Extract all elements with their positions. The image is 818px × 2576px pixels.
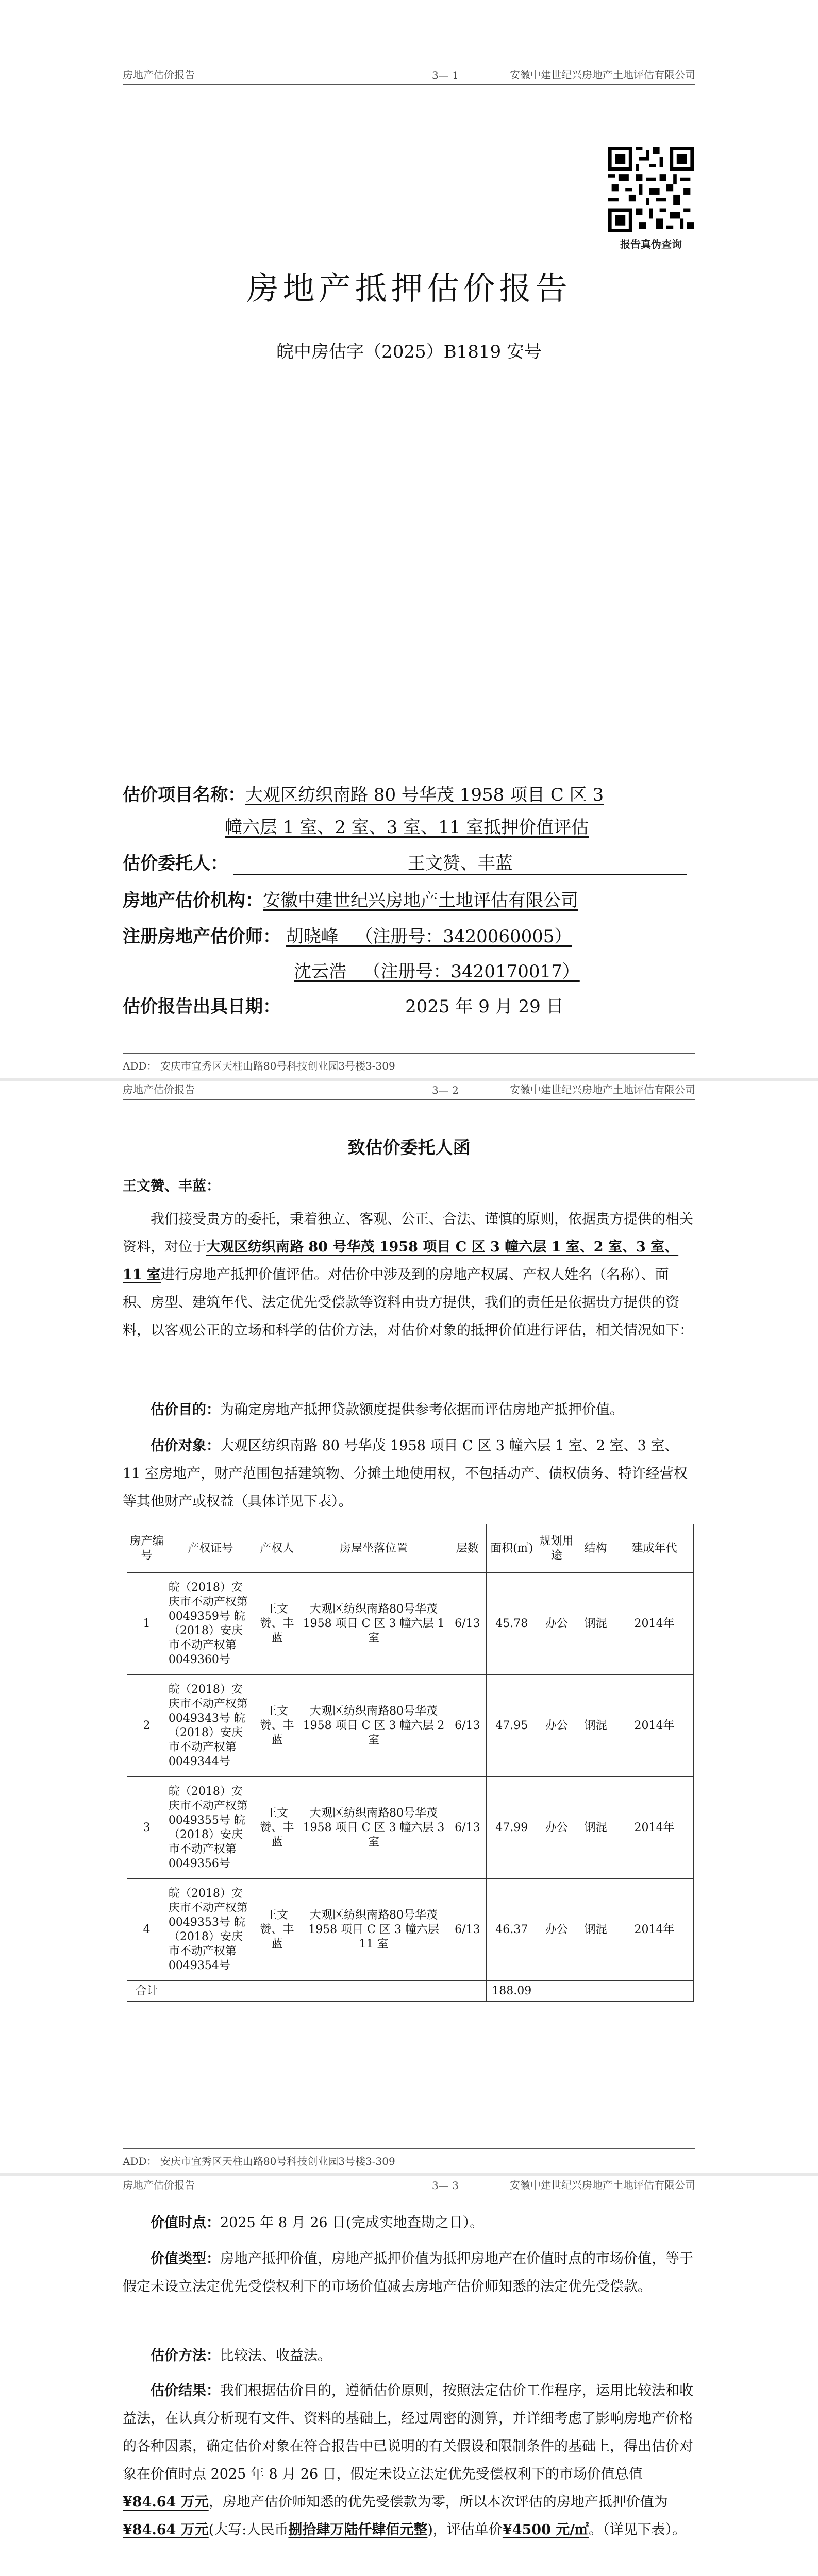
purpose-text: 为确定房地产抵押贷款额度提供参考依据而评估房地产抵押价值。 bbox=[220, 1402, 624, 1418]
col-header: 建成年代 bbox=[615, 1524, 694, 1573]
result-text-e: 。（详见下表）。 bbox=[589, 2522, 687, 2538]
letter-title: 致估价委托人函 bbox=[347, 1138, 471, 1158]
date-text: 2025 年 8 月 26 日(完成实地查勘之日）。 bbox=[220, 2215, 484, 2231]
col-header: 房产编号 bbox=[127, 1524, 166, 1573]
report-doc-number: 皖中房估字（2025）B1819 安号 bbox=[276, 342, 542, 362]
cover-value: 2025 年 9 月 29 日 bbox=[286, 992, 683, 1018]
cell-use: 办公 bbox=[537, 1777, 576, 1879]
col-header: 产权证号 bbox=[166, 1524, 255, 1573]
table-total-row bbox=[127, 1981, 694, 2002]
cover-label: 注册房地产估价师： bbox=[123, 926, 280, 947]
unit-price: ¥4500 元/㎡ bbox=[502, 2522, 589, 2538]
cell-no: 2 bbox=[127, 1675, 166, 1777]
cell-cert: 皖（2018）安庆市不动产权第0049343号 皖（2018）安庆市不动产权第0049344号 bbox=[166, 1675, 255, 1777]
cover-row-project bbox=[123, 781, 604, 806]
col-header: 结构 bbox=[576, 1524, 615, 1573]
cell-floors: 6/13 bbox=[448, 1573, 487, 1675]
cover-value: 幢六层 1 室、2 室、3 室、11 室抵押价值评估 bbox=[225, 817, 589, 838]
method-text: 比较法、收益法。 bbox=[220, 2348, 331, 2364]
cell-use: 办公 bbox=[537, 1573, 576, 1675]
cell-no: 3 bbox=[127, 1777, 166, 1879]
cell-owner: 王文赞、丰蓝 bbox=[255, 1573, 299, 1675]
cover-row-appraiser-2 bbox=[294, 957, 580, 982]
qr-caption: 报告真伪查询 bbox=[620, 238, 682, 250]
cell-location: 大观区纺织南路80号华茂 1958 项目 C 区 3 幢六层 3 室 bbox=[299, 1777, 448, 1879]
table-row bbox=[127, 1675, 694, 1777]
cell-empty bbox=[166, 1981, 255, 2002]
cell-empty bbox=[299, 1981, 448, 2002]
cell-structure: 钢混 bbox=[576, 1675, 615, 1777]
cell-floors: 6/13 bbox=[448, 1879, 487, 1981]
cell-empty bbox=[255, 1981, 299, 2002]
cell-location: 大观区纺织南路80号华茂 1958 项目 C 区 3 幢六层 1 室 bbox=[299, 1573, 448, 1675]
cover-row-agency bbox=[123, 886, 578, 911]
cell-use: 办公 bbox=[537, 1675, 576, 1777]
cell-cert: 皖（2018）安庆市不动产权第0049355号 皖（2018）安庆市不动产权第0049356号 bbox=[166, 1777, 255, 1879]
cover-page bbox=[0, 0, 818, 1079]
mortgage-value: ¥84.64 万元 bbox=[123, 2522, 209, 2538]
table-row bbox=[127, 1573, 694, 1675]
cell-empty bbox=[576, 1981, 615, 2002]
report-title: 房地产抵押估价报告 bbox=[246, 269, 572, 307]
col-header: 房屋坐落位置 bbox=[299, 1524, 448, 1573]
cover-row-client bbox=[123, 849, 687, 875]
result-label: 估价结果： bbox=[151, 2383, 220, 2399]
cell-total-area: 188.09 bbox=[487, 1981, 537, 2002]
footer-address: ADD： 安庆市宜秀区天柱山路80号科技创业园3号楼3-309 bbox=[123, 2155, 395, 2167]
cover-label: 房地产估价机构： bbox=[123, 890, 263, 911]
cover-row-appraiser-1 bbox=[123, 922, 572, 947]
cell-empty bbox=[537, 1981, 576, 2002]
page-header bbox=[123, 1081, 695, 1100]
value-in-words: 捌拾肆万陆仟肆佰元整 bbox=[288, 2522, 428, 2538]
intro-property: 大观区纺织南路 80 号华茂 1958 项目 C 区 3 幢六层 1 室、2 室、3 室、11 室 bbox=[123, 1239, 679, 1283]
cell-structure: 钢混 bbox=[576, 1573, 615, 1675]
footer-address: ADD： 安庆市宜秀区天柱山路80号科技创业园3号楼3-309 bbox=[123, 1060, 395, 1072]
qr-code-icon[interactable] bbox=[608, 147, 694, 232]
header-page-number: 3— 1 bbox=[432, 69, 459, 81]
cell-area: 46.37 bbox=[487, 1879, 537, 1981]
market-value: ¥84.64 万元 bbox=[123, 2494, 209, 2510]
intro-text: 我们接受贵方的委托，秉着独立、客观、公正、合法、谨慎的原则，依据贵方提供的相关资料，对位于 bbox=[123, 1211, 693, 1255]
header-company: 安徽中建世纪兴房地产土地评估有限公司 bbox=[510, 1083, 695, 1096]
cell-cert: 皖（2018）安庆市不动产权第0049353号 皖（2018）安庆市不动产权第0049354号 bbox=[166, 1879, 255, 1981]
page-footer bbox=[123, 1053, 695, 1073]
cell-owner: 王文赞、丰蓝 bbox=[255, 1777, 299, 1879]
result-text-b: ，房地产估价师知悉的优先受偿款为零，所以本次评估的房地产抵押价值为 bbox=[208, 2494, 668, 2510]
cell-use: 办公 bbox=[537, 1879, 576, 1981]
property-table bbox=[127, 1524, 694, 2002]
cell-floors: 6/13 bbox=[448, 1777, 487, 1879]
result-page bbox=[0, 2176, 818, 2576]
cover-row-date bbox=[123, 992, 683, 1018]
table-row bbox=[127, 1879, 694, 1981]
cover-value: 沈云浩 （注册号：3420170017） bbox=[294, 961, 580, 982]
cell-year: 2014年 bbox=[615, 1777, 694, 1879]
header-page-number: 3— 2 bbox=[432, 1084, 459, 1096]
cell-empty bbox=[448, 1981, 487, 2002]
cover-row-project-cont bbox=[225, 813, 589, 838]
letter-object bbox=[123, 1432, 695, 1516]
header-company: 安徽中建世纪兴房地产土地评估有限公司 bbox=[510, 2179, 695, 2191]
cell-year: 2014年 bbox=[615, 1879, 694, 1981]
cover-label: 估价委托人： bbox=[123, 853, 228, 874]
header-page-number: 3— 3 bbox=[432, 2179, 459, 2192]
cover-value: 大观区纺织南路 80 号华茂 1958 项目 C 区 3 bbox=[245, 785, 604, 805]
cell-floors: 6/13 bbox=[448, 1675, 487, 1777]
header-report-kind: 房地产估价报告 bbox=[123, 69, 195, 81]
letter-salutation bbox=[123, 1173, 695, 1200]
date-label: 价值时点： bbox=[151, 2215, 220, 2231]
object-label: 估价对象： bbox=[151, 1438, 220, 1454]
cell-location: 大观区纺织南路80号华茂 1958 项目 C 区 3 幢六层 2 室 bbox=[299, 1675, 448, 1777]
cell-owner: 王文赞、丰蓝 bbox=[255, 1879, 299, 1981]
property-table-header bbox=[127, 1524, 694, 1573]
cell-area: 47.95 bbox=[487, 1675, 537, 1777]
col-header: 面积(㎡) bbox=[487, 1524, 537, 1573]
cell-no: 4 bbox=[127, 1879, 166, 1981]
header-report-kind: 房地产估价报告 bbox=[123, 1083, 195, 1096]
result-text-c: (大写:人民币 bbox=[208, 2522, 289, 2538]
cover-value: 王文赞、丰蓝 bbox=[233, 849, 687, 875]
purpose-label: 估价目的： bbox=[151, 1402, 220, 1418]
salutation-text: 王文赞、丰蓝： bbox=[123, 1178, 220, 1194]
value-type bbox=[123, 2245, 695, 2301]
method-label: 估价方法： bbox=[151, 2348, 220, 2364]
result-text-a: 我们根据估价目的，遵循估价原则，按照法定估价工作程序，运用比较法和收益法，在认真分析现有文件、资料的基础上，经过周密的测算，并详细考虑了影响房地产价格的各种因素，确定估价对象在符合报告中已说明的有关假设和限制条件的基础上，得出估价对象在价值时点 2025 年 8 月 26 日，假定未设立法定优先受偿权利下的市场价值总值 bbox=[123, 2383, 693, 2482]
col-header: 产权人 bbox=[255, 1524, 299, 1573]
page-header bbox=[123, 66, 695, 85]
value-date bbox=[123, 2209, 695, 2237]
cell-year: 2014年 bbox=[615, 1675, 694, 1777]
table-row bbox=[127, 1777, 694, 1879]
col-header: 层数 bbox=[448, 1524, 487, 1573]
cell-owner: 王文赞、丰蓝 bbox=[255, 1675, 299, 1777]
letter-page bbox=[0, 1081, 818, 2183]
page-header bbox=[123, 2176, 695, 2195]
result-text-d: )，评估单价 bbox=[427, 2522, 503, 2538]
cover-value: 安徽中建世纪兴房地产土地评估有限公司 bbox=[263, 890, 578, 911]
cell-area: 45.78 bbox=[487, 1573, 537, 1675]
cell-structure: 钢混 bbox=[576, 1879, 615, 1981]
type-label: 价值类型： bbox=[151, 2251, 220, 2267]
intro-text-2: 进行房地产抵押价值评估。对估价中涉及到的房地产权属、产权人姓名（名称）、面积、房型、建筑年代、法定优先受偿款等资料由贵方提供，我们的责任是依据贵方提供的资料，以客观公正的立场和科学的估价方法，对估价对象的抵押价值进行评估，相关情况如下： bbox=[123, 1267, 693, 1338]
cover-label: 估价报告出具日期： bbox=[123, 996, 280, 1017]
header-company: 安徽中建世纪兴房地产土地评估有限公司 bbox=[510, 69, 695, 81]
letter-purpose bbox=[123, 1396, 695, 1424]
col-header: 规划用途 bbox=[537, 1524, 576, 1573]
cell-cert: 皖（2018）安庆市不动产权第0049359号 皖（2018）安庆市不动产权第0049360号 bbox=[166, 1573, 255, 1675]
valuation-method bbox=[123, 2342, 695, 2370]
object-text: 大观区纺织南路 80 号华茂 1958 项目 C 区 3 幢六层 1 室、2 室、3 室、11 室房地产，财产范围包括建筑物、分摊土地使用权，不包括动产、债权债务、特许经营权等其他财产或权益（具体详见下表）。 bbox=[123, 1438, 688, 1510]
letter-para-intro bbox=[123, 1206, 695, 1345]
cell-total-label: 合计 bbox=[127, 1981, 166, 2002]
type-text: 房地产抵押价值，房地产抵押价值为抵押房地产在价值时点的市场价值，等于假定未设立法定优先受偿权利下的市场价值减去房地产估价师知悉的法定优先受偿款。 bbox=[123, 2251, 693, 2295]
valuation-result bbox=[123, 2377, 695, 2544]
cell-structure: 钢混 bbox=[576, 1777, 615, 1879]
cell-area: 47.99 bbox=[487, 1777, 537, 1879]
cell-empty bbox=[615, 1981, 694, 2002]
header-report-kind: 房地产估价报告 bbox=[123, 2179, 195, 2191]
cover-label: 估价项目名称： bbox=[123, 785, 245, 805]
cover-value: 胡晓峰 （注册号：3420060005） bbox=[286, 926, 572, 947]
cell-location: 大观区纺织南路80号华茂 1958 项目 C 区 3 幢六层 11 室 bbox=[299, 1879, 448, 1981]
cell-year: 2014年 bbox=[615, 1573, 694, 1675]
page-footer bbox=[123, 2148, 695, 2168]
cell-no: 1 bbox=[127, 1573, 166, 1675]
